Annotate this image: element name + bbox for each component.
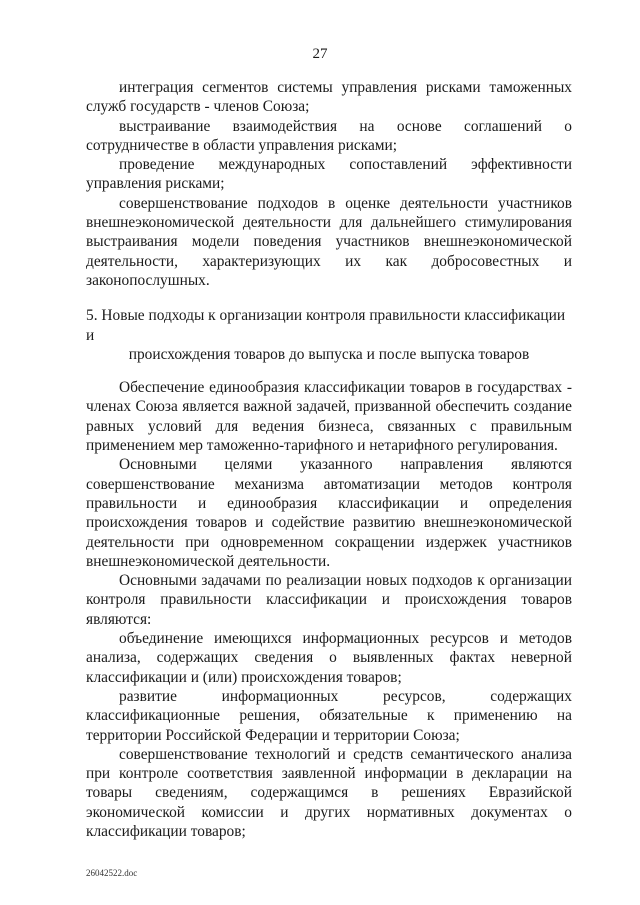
paragraph: Основными задачами по реализации новых подходов к организации контроля правильности классификации и происхождения товаров являются: — [86, 572, 572, 628]
section-heading-line1: 5. Новые подходы к организации контроля правильности классификации и — [86, 307, 566, 344]
paragraph: совершенствование подходов в оценке деятельности участников внешнеэкономической деятельности для дальнейшего стимулирования выстраивания модели поведения участников внешнеэкономической деятельности, характеризующих их как добросовестных и законопослушных. — [86, 194, 572, 289]
paragraph: Обеспечение единообразия классификации товаров в государствах - членах Союза является важной задачей, призванной обеспечить создание равных условий для ведения бизнеса, связанных с правильным применением мер таможенно-тарифного и нетарифного регулирования. — [86, 379, 572, 455]
paragraph: Основными целями указанного направления являются совершенствование механизма автоматизации методов контроля правильности и единообразия классификации и определения происхождения товаров и содействие развитию внешнеэкономической деятельности при одновременном сокращении издержек участников внешнеэкономической деятельности. — [86, 456, 572, 570]
paragraph: совершенствование технологий и средств семантического анализа при контроле соответствия заявленной информации в декларации на товары сведениям, содержащимся в решениях Евразийской экономической комиссии и других нормативных документах о классификации товаров; — [86, 745, 572, 840]
section-heading — [86, 306, 572, 364]
paragraph: развитие информационных ресурсов, содержащих классификационные решения, обязательные к применению на территории Российской Федерации и территории Союза; — [86, 687, 572, 744]
document-body — [86, 78, 572, 841]
page-number: 27 — [312, 46, 328, 62]
paragraph: объединение имеющихся информационных ресурсов и методов анализа, содержащих сведения о выявленных фактах неверной классификации и (или) происхождения товаров; — [86, 630, 572, 686]
paragraph: выстраивание взаимодействия на основе соглашений о сотрудничестве в области управления рисками; — [86, 117, 572, 154]
section-heading-line2: происхождения товаров до выпуска и после выпуска товаров — [128, 345, 530, 363]
file-name-footer: 26042522.doc — [86, 868, 138, 878]
paragraph: интеграция сегментов системы управления рисками таможенных служб государств - членов Союза; — [86, 79, 572, 116]
paragraph: проведение международных сопоставлений эффективности управления рисками; — [86, 156, 572, 193]
